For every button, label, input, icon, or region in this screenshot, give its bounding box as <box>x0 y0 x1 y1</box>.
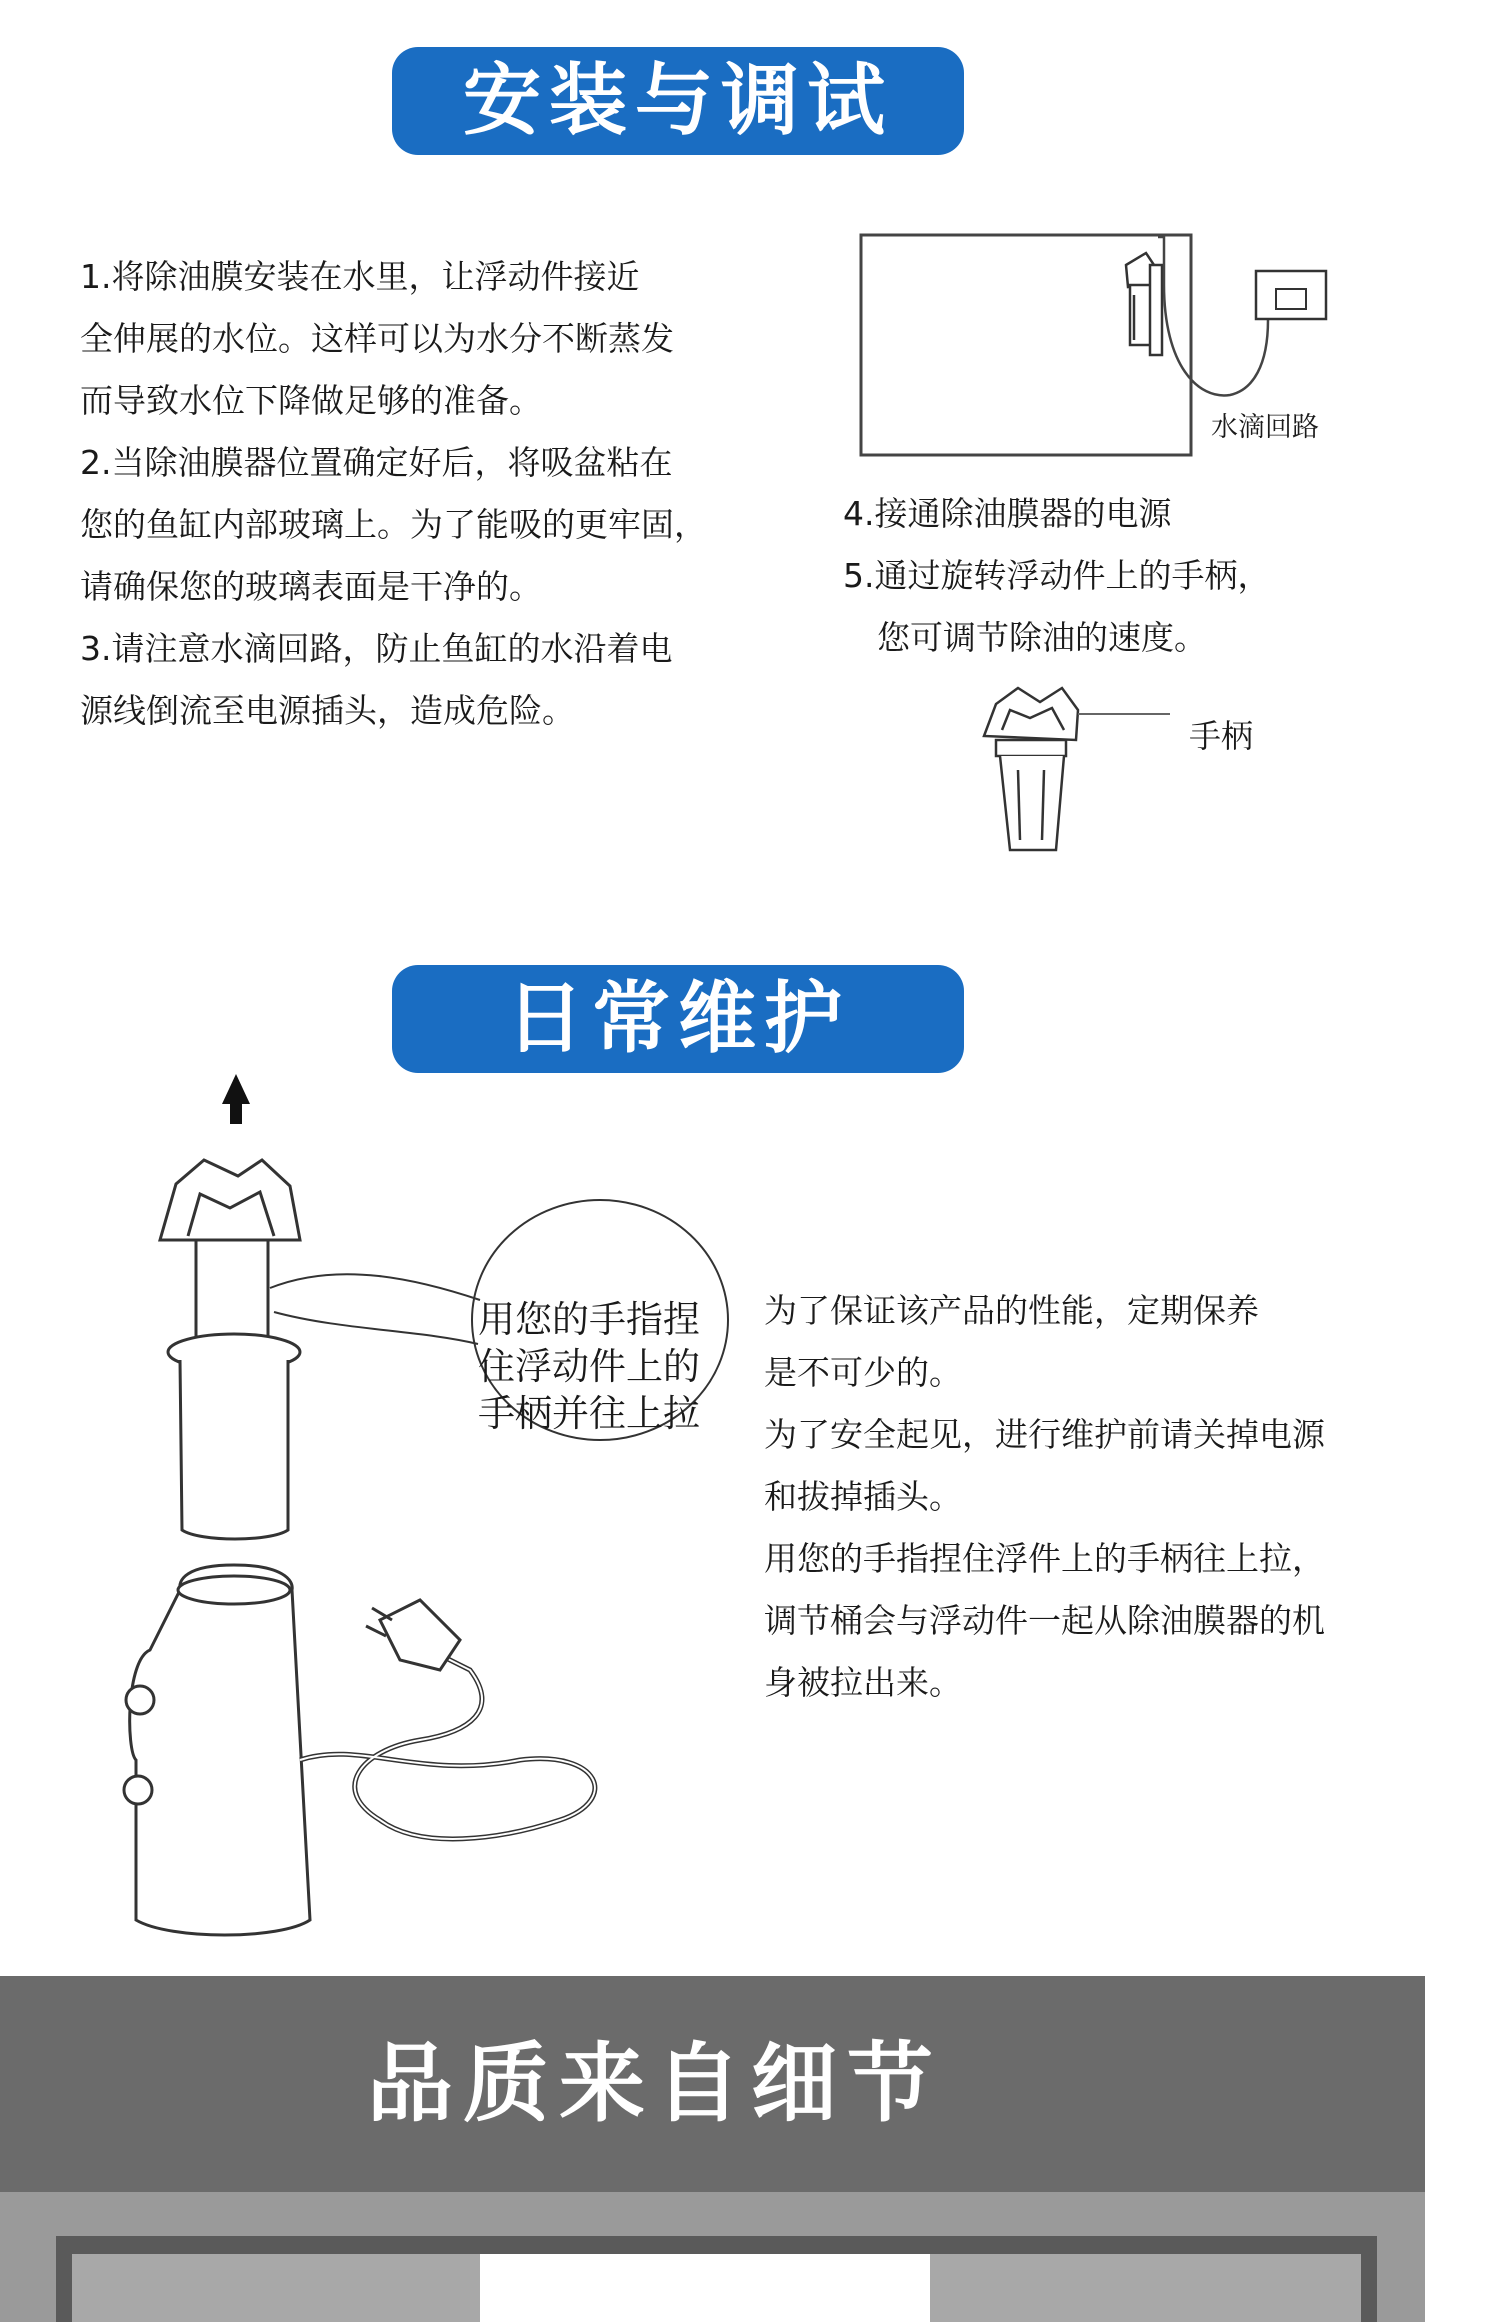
instruction-line: 请确保您的玻璃表面是干净的。 <box>80 567 542 606</box>
handle-label: 手柄 <box>1189 717 1254 755</box>
maintenance-title-banner <box>392 965 964 1073</box>
maintenance-line: 调节桶会与浮动件一起从除油膜器的机 <box>764 1601 1325 1640</box>
callout-line: 住浮动件上的 <box>478 1345 700 1388</box>
instruction-line: 5.通过旋转浮动件上的手柄， <box>843 556 1271 595</box>
outlet-icon <box>1256 271 1326 319</box>
maintenance-title: 日常维护 <box>505 974 850 1064</box>
install-title: 安装与调试 <box>462 56 893 146</box>
skimmer-small-icon <box>1126 253 1162 355</box>
plug-icon <box>366 1600 460 1670</box>
callout-line: 用您的手指捏 <box>478 1298 700 1341</box>
instruction-line: 您的鱼缸内部玻璃上。为了能吸的更牢固， <box>80 505 707 544</box>
maintenance-line: 身被拉出来。 <box>764 1663 962 1702</box>
instruction-line: 而导致水位下降做足够的准备。 <box>80 381 542 420</box>
instruction-line: 4.接通除油膜器的电源 <box>843 494 1172 533</box>
install-instructions-right <box>843 483 1271 669</box>
maintenance-callout <box>478 1296 700 1437</box>
instruction-line: 您可调节除油的速度。 <box>877 618 1207 657</box>
maintenance-exploded-diagram <box>0 1060 740 1940</box>
instruction-line: 源线倒流至电源插头，造成危险。 <box>80 691 575 730</box>
instruction-line: 1.将除油膜安装在水里，让浮动件接近 <box>80 257 640 296</box>
maintenance-instructions <box>764 1280 1325 1714</box>
maintenance-line: 用您的手指捏住浮件上的手柄往上拉， <box>764 1539 1325 1578</box>
maintenance-line: 为了保证该产品的性能，定期保养 <box>764 1291 1259 1330</box>
quality-title: 品质来自细节 <box>367 2034 943 2134</box>
detail-image-placeholder <box>480 2254 930 2322</box>
instruction-line: 全伸展的水位。这样可以为水分不断蒸发 <box>80 319 674 358</box>
arrow-up-icon <box>222 1074 250 1124</box>
callout-line: 手柄并往上拉 <box>478 1392 700 1435</box>
instruction-line: 2.当除油膜器位置确定好后，将吸盆粘在 <box>80 443 673 482</box>
instruction-line: 3.请注意水滴回路，防止鱼缸的水沿着电 <box>80 629 673 668</box>
maintenance-line: 是不可少的。 <box>764 1353 962 1392</box>
maintenance-line: 和拔掉插头。 <box>764 1477 962 1516</box>
float-handle-diagram <box>970 680 1190 860</box>
install-title-banner <box>392 47 964 155</box>
install-instructions-left <box>80 246 707 742</box>
drip-loop-label: 水滴回路 <box>1211 412 1319 443</box>
maintenance-line: 为了安全起见，进行维护前请关掉电源 <box>764 1415 1325 1454</box>
